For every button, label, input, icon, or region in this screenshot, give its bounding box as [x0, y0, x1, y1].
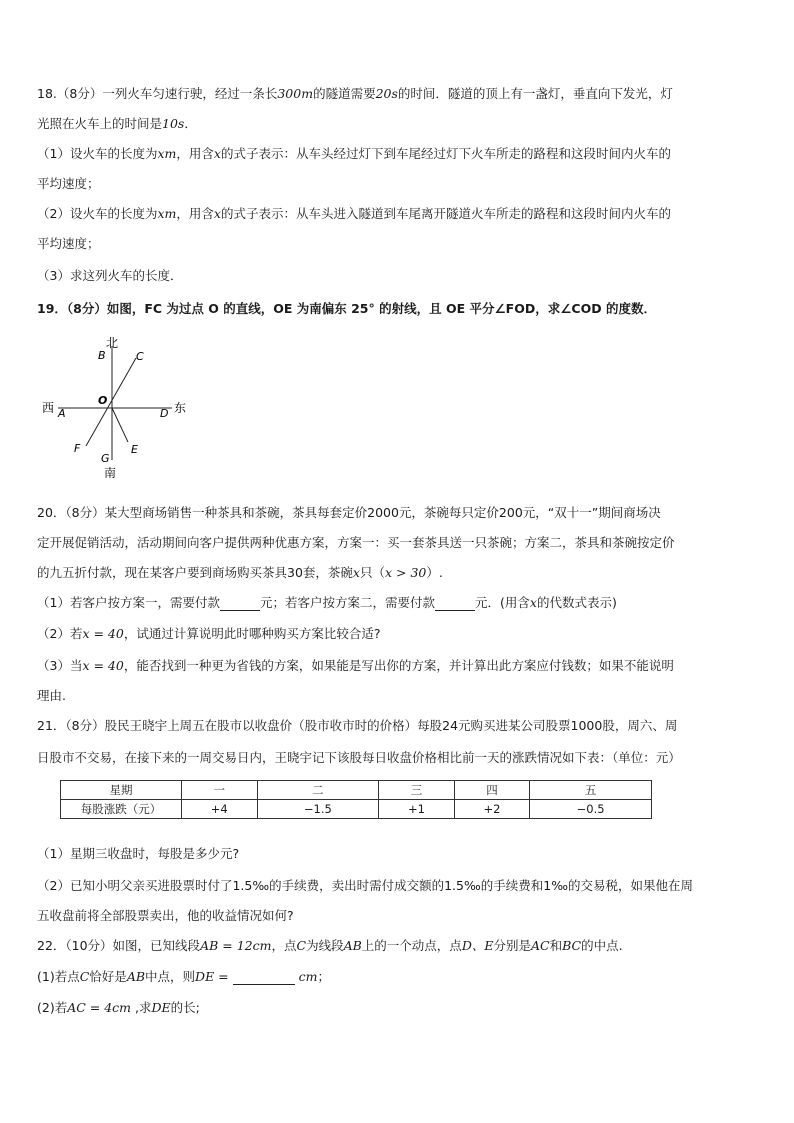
q18-part-2: （2）设火车的长度为xm，用含x的式子表示：从车头进入隧道到车尾离开隧道火车所走的路程和这段时间内火车的	[37, 206, 671, 221]
q21-part-2: （2）已知小明父亲买进股票时付了1.5‰的手续费，卖出时需付成交额的1.5‰的手续费和1‰的交易税，如果他在周	[37, 878, 693, 893]
q18-part-1-cont: 平均速度；	[37, 176, 100, 191]
table-cell: +2	[454, 800, 530, 819]
stock-change-table	[60, 780, 652, 819]
label-G: G	[101, 452, 110, 465]
label-E: E	[131, 443, 138, 456]
q21-line-1: 21．（8分）股民王晓宇上周五在股市以收盘价（股市收市时的价格）每股24元购买进某公司股票1000股，周六、周	[37, 718, 678, 733]
label-north: 北	[106, 336, 119, 350]
q20-line-2: 定开展促销活动，活动期间向客户提供两种优惠方案，方案一：买一套茶具送一只茶碗；方案二，茶具和茶碗按定价	[37, 535, 675, 550]
table-cell: −1.5	[257, 800, 379, 819]
label-east: 东	[174, 401, 187, 415]
ray-OE	[112, 408, 128, 442]
label-C: C	[136, 350, 144, 363]
compass-diagram	[40, 334, 200, 484]
label-F: F	[74, 442, 81, 455]
q20-part-2: （2）若x = 40，试通过计算说明此时哪种购买方案比较合适?	[37, 626, 381, 641]
q20-part-3: （3）当x = 40，能否找到一种更为省钱的方案，如果能是写出你的方案，并计算出此方案应付钱数；如果不能说明	[37, 658, 674, 673]
q22-part-2: (2)若AC = 4cm ,求DE的长;	[37, 1000, 200, 1015]
table-cell: 星期	[61, 781, 182, 800]
label-south: 南	[104, 466, 117, 480]
label-B: B	[98, 349, 106, 362]
label-A: A	[58, 407, 66, 420]
q21-part-1: （1）星期三收盘时，每股是多少元?	[37, 846, 240, 861]
q18-part-1: （1）设火车的长度为xm，用含x的式子表示：从车头经过灯下到车尾经过灯下火车所走的路程和这段时间内火车的	[37, 146, 671, 161]
q18-line-2: 光照在火车上的时间是10s．	[37, 116, 197, 131]
q18-part-2-cont: 平均速度；	[37, 236, 100, 251]
table-cell: 每股涨跌（元）	[61, 800, 182, 819]
answer-blank	[435, 597, 475, 611]
table-cell: 三	[379, 781, 455, 800]
table-cell: +4	[182, 800, 258, 819]
answer-blank	[220, 597, 260, 611]
q18-part-3: （3）求这列火车的长度．	[37, 268, 183, 283]
table-cell: 五	[530, 781, 652, 800]
q22-stem: 22．（10分）如图，已知线段AB = 12cm，点C为线段AB上的一个动点，点D、E分别是AC和BC的中点.	[37, 938, 623, 953]
table-cell: 二	[257, 781, 379, 800]
q18-line-1: 18.（8分）一列火车匀速行驶，经过一条长300m的隧道需要20s的时间．隧道的顶上有一盏灯，垂直向下发光，灯	[37, 86, 673, 101]
label-west: 西	[42, 401, 55, 415]
q22-part-1: (1)若点C恰好是AB中点，则DE = cm；	[37, 969, 330, 984]
q21-line-2: 日股市不交易，在接下来的一周交易日内，王晓宇记下该股每日收盘价格相比前一天的涨跌情况如下表：（单位：元）	[37, 750, 681, 765]
q20-line-1: 20．（8分）某大型商场销售一种茶具和茶碗，茶具每套定价2000元，茶碗每只定价200元，“双十一”期间商场决	[37, 505, 661, 520]
table-header-row	[61, 781, 652, 800]
q19-stem: 19．（8分）如图，FC 为过点 O 的直线，OE 为南偏东 25° 的射线，且 OE 平分∠FOD，求∠COD 的度数．	[37, 301, 656, 316]
q20-part-1: （1）若客户按方案一，需要付款 元；若客户按方案二，需要付款 元．(用含x的代数式表示)	[37, 595, 617, 610]
label-O: O	[98, 394, 108, 407]
table-row	[61, 800, 652, 819]
table-cell: 四	[454, 781, 530, 800]
line-FC	[86, 358, 136, 446]
table-cell: −0.5	[530, 800, 652, 819]
label-D: D	[160, 407, 169, 420]
q20-part-3-cont: 理由.	[37, 688, 66, 703]
q20-line-3: 的九五折付款，现在某客户要到商场购买茶具30套，茶碗x只（x > 30）.	[37, 565, 443, 580]
answer-blank	[233, 971, 295, 985]
table-cell: 一	[182, 781, 258, 800]
table-cell: +1	[379, 800, 455, 819]
q21-part-2-cont: 五收盘前将全部股票卖出，他的收益情况如何?	[37, 908, 294, 923]
